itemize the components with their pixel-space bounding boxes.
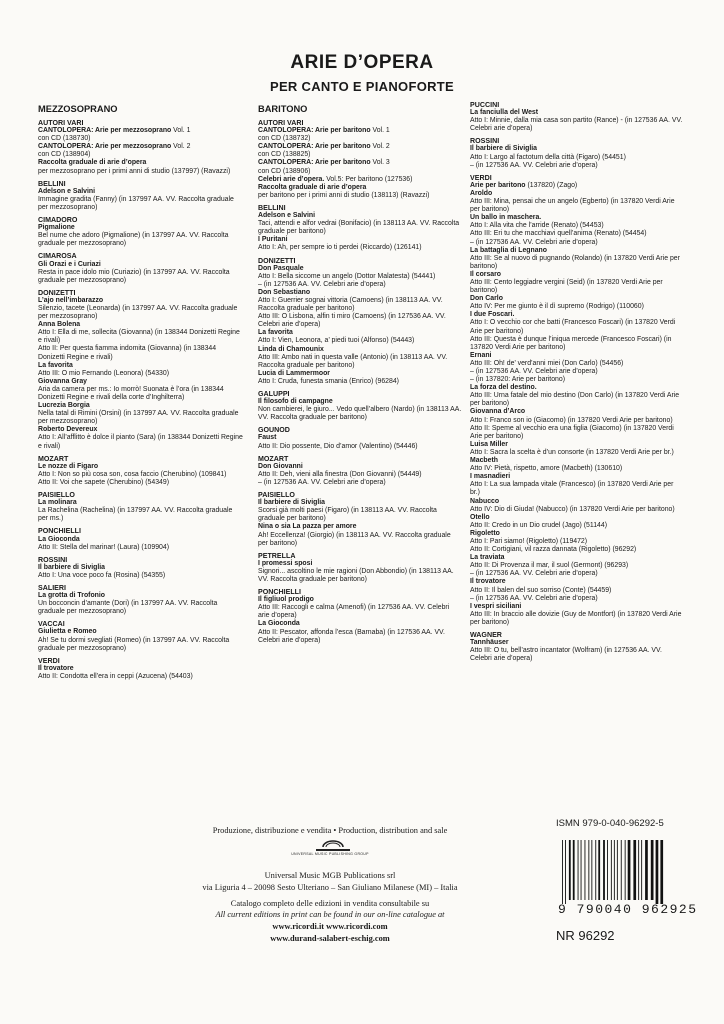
aria-line: Atto III: Ambo nati in questa valle (Antonio) (in 138113 AA. VV. Raccolta graduale per baritono): [258, 353, 448, 369]
composer-section: [258, 426, 462, 450]
opera-entry: [258, 127, 462, 143]
barcode-bar: [588, 840, 589, 900]
catalogue-it: Catalogo completo delle edizioni in vendita consultabile su: [230, 899, 430, 908]
opera-entry: [258, 143, 462, 159]
composer-name: GALUPPI: [258, 390, 290, 398]
aria-line: – (in 127536 AA. VV. Celebri arie d’opera): [470, 570, 598, 578]
aria-line: Atto III: O Lisbona, alfin ti miro (Camoens) (in 127536 AA. VV. Celebri arie d’opera): [258, 313, 446, 329]
opera-title: Rigoletto: [470, 529, 500, 537]
opera-title: La battaglia di Legnano: [470, 246, 547, 254]
aria-line: – (in 127536 AA. VV. Celebri arie d’opera): [470, 594, 598, 602]
opera-title: Aroldo: [470, 189, 493, 197]
composer-name: DONIZETTI: [38, 288, 76, 297]
opera-title: Il trovatore: [470, 578, 506, 586]
opera-title: Roberto Devereux: [38, 426, 98, 434]
opera-entry: [258, 370, 462, 386]
opera-title: Tannhäuser: [470, 639, 509, 647]
column-baritono-continued: [470, 97, 684, 663]
aria-line: Atto I: Largo al factotum della città (Figaro) (54451): [470, 153, 626, 161]
composer-section: [38, 119, 244, 176]
catalogue-en: All current editions in print can be found in our on-line catalogue at: [215, 910, 445, 919]
opera-entry: [470, 190, 684, 214]
opera-title: Nina o sia La pazza per amore: [258, 523, 357, 531]
composer-name: VACCAI: [38, 620, 65, 629]
opera-title: La forza del destino.: [470, 384, 537, 392]
barcode-bar: [614, 840, 615, 900]
aria-line: Atto III: In braccio alle dovizie (Guy de Montfort) (in 137820 Verdi Arie per baritono): [470, 610, 682, 626]
composer-name: VERDI: [470, 173, 492, 182]
opera-entry: [258, 523, 462, 547]
opera-title: Adelson e Salvini: [38, 187, 96, 195]
aria-line: Vol. 1: [173, 127, 191, 135]
aria-line: Atto III: O tu, bell’astro incantator (Wolfram) (in 127536 AA. VV. Celebri arie d’opera): [470, 647, 662, 663]
barcode-bar: [645, 840, 648, 900]
aria-line: – (in 137820: Arie per baritono): [470, 376, 565, 384]
aria-line: Immagine gradita (Fanny) (in 137997 AA. VV. Raccolta graduale per mezzosoprano): [38, 195, 234, 211]
barcode-bar: [591, 840, 592, 900]
aria-line: Atto I: Sacra la scelta è d’un consorte (in 137820 Verdi Arie per br.): [470, 448, 674, 456]
aria-line: Vol. 3: [372, 159, 390, 167]
opera-title: Pigmalione: [38, 224, 75, 232]
opera-entry: [470, 473, 684, 497]
opera-title: Raccolta graduale di arie d’opera: [38, 159, 147, 167]
aria-line: Atto I: Cruda, funesta smania (Enrico) (96284): [258, 377, 399, 385]
barcode-bar: [660, 840, 663, 904]
aria-line: – (in 127536 AA. VV. Celebri arie d’opera): [470, 238, 598, 246]
barcode-bar: [581, 840, 582, 900]
opera-entry: [470, 384, 684, 408]
opera-title: CANTOLOPERA: Arie per mezzosoprano: [38, 127, 172, 135]
aria-line: Atto III: Se al nuovo di pugnando (Rolando) (in 137820 Verdi Arie per baritono): [470, 254, 680, 270]
opera-title: Il trovatore: [38, 664, 74, 672]
opera-entry: [470, 311, 684, 351]
barcode-bar: [621, 840, 622, 900]
opera-title: CANTOLOPERA: Arie per mezzosoprano: [38, 143, 172, 151]
opera-entry: [38, 536, 244, 552]
aria-line: Vol.5: Per baritono (127536): [326, 175, 413, 183]
aria-line: Vol. 1: [372, 127, 390, 135]
opera-title: L’ajo nell’imbarazzo: [38, 296, 104, 304]
opera-entry: [258, 596, 462, 620]
opera-entry: [38, 426, 244, 450]
composer-section: [258, 204, 462, 253]
aria-line: – (in 127536 AA. VV. Celebri arie d’opera): [258, 280, 386, 288]
opera-title: Celebri arie d’opera.: [258, 175, 325, 183]
barcode-bar: [603, 840, 605, 900]
opera-title: I vespri siciliani: [470, 602, 522, 610]
opera-title: I Puritani: [258, 236, 288, 244]
aria-line: La Rachelina (Rachelina) (in 137997 AA. VV. Raccolta graduale per ms.): [38, 507, 233, 523]
opera-title: Un ballo in maschera.: [470, 214, 542, 222]
aria-line: Atto I: Una voce poco fa (Rosina) (54355): [38, 571, 166, 579]
opera-title: Don Giovanni: [258, 462, 303, 470]
aria-line: Atto II: Di Provenza il mar, il suol (Germont) (96293): [470, 562, 629, 570]
opera-entry: [470, 214, 684, 246]
opera-entry: [38, 499, 244, 523]
aria-line: Atto I: O vecchio cor che batti (Francesco Foscari) (in 137820 Verdi Arie per baritono): [470, 319, 676, 335]
aria-line: con CD (138730): [38, 135, 91, 143]
composer-section: [258, 588, 462, 645]
composer-name: CIMAROSA: [38, 252, 77, 261]
opera-title: I due Foscari.: [470, 311, 515, 319]
opera-title: I masnadieri: [470, 473, 511, 481]
opera-entry: [258, 212, 462, 236]
aria-line: Atto I: Bella siccome un angelo (Dottor Malatesta) (54441): [258, 272, 436, 280]
opera-entry: [38, 402, 244, 426]
opera-entry: [470, 145, 684, 169]
opera-title: La Gioconda: [258, 620, 300, 628]
barcode-bar: [598, 840, 600, 900]
aria-line: Non cambierei, le giuro... Vedo quell’albero (Nardo) (in 138113 AA. VV. Raccolta graduale per baritono): [258, 406, 462, 422]
aria-line: Atto I: Franco son io (Giacomo) (in 137820 Verdi Arie per baritono): [470, 416, 673, 424]
opera-title: Il figliuol prodigo: [258, 596, 314, 604]
aria-line: Taci, attendi e alfor vedrai (Bonifacio) (in 138113 AA. VV. Raccolta graduale per baritono): [258, 220, 460, 236]
aria-line: Atto I: Guerrier sognai vittoria (Camoens) (in 138113 AA. VV. Raccolta graduale per baritono): [258, 296, 443, 313]
opera-entry: [38, 665, 244, 681]
composer-name: DONIZETTI: [258, 256, 296, 265]
aria-line: Atto II: Dio possente, Dio d’amor (Valentino) (54446): [258, 442, 418, 450]
aria-line: Atto II: Voi che sapete (Cherubino) (54349): [38, 478, 169, 486]
opera-title: La favorita: [258, 329, 293, 337]
opera-entry: [470, 441, 684, 457]
opera-entry: [258, 184, 462, 200]
aria-line: Ah! Se tu dormi svegliati (Romeo) (in 137997 AA. VV. Raccolta graduale per mezzosoprano): [38, 636, 230, 652]
composer-name: BELLINI: [258, 203, 286, 212]
opera-entry: [258, 398, 462, 422]
opera-title: Il filosofo di campagne: [258, 398, 333, 406]
ismn-number: ISMN 979-0-040-96292-5: [556, 818, 664, 829]
aria-line: Un bocconcin d’amante (Dori) (in 137997 AA. VV. Raccolta graduale per mezzosoprano): [38, 600, 218, 616]
voice-heading: BARITONO: [258, 104, 308, 114]
opera-entry: [470, 639, 684, 663]
aria-line: con CD (138904): [38, 151, 91, 159]
aria-line: Atto II: Il balen del suo sorriso (Conte) (54459): [470, 586, 612, 594]
opera-title: Otello: [470, 513, 490, 521]
composer-section: [38, 252, 244, 284]
composer-name: PONCHIELLI: [258, 588, 301, 597]
aria-line: Atto III: Questa è dunque l’iniqua mercede (Francesco Foscari) (in 137820 Verdi Arie per baritono): [470, 335, 672, 351]
aria-line: Atto II: Speme al vecchio era una figlia (Giacomo) (in 137820 Verdi Arie per baritono): [470, 424, 674, 440]
aria-line: Atto IV: Dio di Giuda! (Nabucco) (in 137820 Verdi Arie per baritono): [470, 505, 675, 513]
column-mezzosoprano: [38, 104, 244, 681]
aria-line: Atto I: Alla vita che l’arride (Renato) (54453): [470, 222, 604, 230]
composer-section: [38, 289, 244, 451]
aria-line: Atto III: O mio Fernando (Leonora) (54330): [38, 369, 169, 377]
publisher-name: Universal Music MGB Publications srl: [264, 871, 396, 880]
composer-name: PONCHIELLI: [38, 527, 81, 536]
aria-line: con CD (138906): [258, 167, 311, 175]
aria-line: Atto II: Credo in un Dio crudel (Jago) (51144): [470, 521, 607, 529]
opera-title: Il barbiere di Siviglia: [470, 145, 538, 153]
column-baritono: [258, 104, 462, 645]
opera-entry: [38, 159, 244, 175]
aria-line: Bel nume che adoro (Pigmalione) (in 137997 AA. VV. Raccolta graduale per mezzosoprano): [38, 232, 229, 248]
publisher-address: via Liguria 4 – 20098 Sesto Ulteriano – San Giuliano Milanese (MI) – Italia: [202, 883, 458, 892]
barcode-bar: [565, 840, 566, 904]
opera-entry: [38, 463, 244, 487]
aria-line: Atto IV: Pietà, rispetto, amore (Macbeth) (130610): [470, 465, 623, 473]
aria-line: Atto I: Vien, Leonora, a’ piedi tuoi (Alfonso) (54443): [258, 337, 415, 345]
opera-entry: [258, 463, 462, 487]
opera-title: La traviata: [470, 554, 505, 562]
opera-entry: [38, 261, 244, 285]
aria-line: per mezzosoprano per i primi anni di studio (137997) (Ravazzi): [38, 167, 231, 175]
opera-entry: [258, 159, 462, 175]
opera-title: Ernani: [470, 351, 492, 359]
opera-title: Lucrezia Borgia: [38, 402, 90, 410]
composer-section: [38, 180, 244, 212]
aria-line: Atto I: Ah, per sempre io ti perdei (Riccardo) (126141): [258, 244, 422, 252]
barcode-bar: [569, 840, 571, 900]
aria-line: Atto I: La sua lampada vitale (Francesco) (in 137820 Verdi Arie per br.): [470, 481, 674, 497]
production-line: Produzione, distribuzione e vendita • Production, distribution and sale: [212, 826, 448, 835]
composer-name: VERDI: [38, 656, 60, 665]
composer-name: MOZART: [258, 454, 289, 463]
aria-line: con CD (138732): [258, 135, 311, 143]
opera-title: La Gioconda: [38, 535, 80, 543]
opera-entry: [258, 265, 462, 289]
barcode-bar: [607, 840, 608, 900]
opera-title: Raccolta graduale di arie d’opera: [258, 183, 367, 191]
opera-title: Giovanna d’Arco: [470, 408, 526, 416]
opera-entry: [38, 321, 244, 361]
composer-section: [38, 216, 244, 248]
opera-entry: [470, 295, 684, 311]
barcode-bar: [585, 840, 586, 900]
composer-name: BELLINI: [38, 179, 66, 188]
opera-title: Giovanna Gray: [38, 377, 88, 385]
opera-entry: [38, 628, 244, 652]
composer-name: PETRELLA: [258, 551, 296, 560]
opera-title: Giulietta e Romeo: [38, 628, 97, 636]
url-ricordi[interactable]: www.ricordi.it www.ricordi.com: [272, 922, 388, 931]
composer-name: GOUNOD: [258, 426, 290, 435]
aria-line: – (in 127536 AA. VV. Celebri arie d’opera): [470, 368, 598, 375]
barcode-bar: [562, 840, 563, 904]
aria-line: Signori... ascoltino le mie ragioni (Don Abbondio) (in 138113 AA. VV. Raccolta graduale per baritono): [258, 567, 454, 583]
aria-line: Atto III: Mina, pensai che un angelo (Egberto) (in 137820 Verdi Arie per baritono): [470, 198, 675, 214]
composer-section: [38, 584, 244, 616]
opera-title: La fanciulla del West: [470, 109, 539, 117]
composer-section: [38, 491, 244, 523]
aria-line: Aria da camera per ms.: Io morrò! Suonata è l’ora (in 138344 Donizetti Regine e rivali della corte d’Inghilterra): [38, 385, 224, 401]
url-durand[interactable]: www.durand-salabert-eschig.com: [270, 934, 390, 943]
aria-line: Atto I: Minnie, dalla mia casa son partito (Rance) - (in 127536 AA. VV. Celebri arie d’opera): [470, 117, 683, 133]
opera-title: Anna Bolena: [38, 321, 81, 329]
opera-title: Luisa Miller: [470, 440, 508, 448]
composer-name: AUTORI VARI: [38, 119, 84, 127]
opera-entry: [258, 434, 462, 450]
opera-entry: [38, 297, 244, 321]
barcode-bar: [633, 840, 636, 900]
opera-title: CANTOLOPERA: Arie per baritono: [258, 159, 371, 167]
composer-section: [258, 119, 462, 200]
aria-line: Atto I: Ella di me, sollecita (Giovanna) (in 138344 Donizetti Regine e rivali): [38, 329, 240, 345]
opera-title: Gli Orazi e i Curiazi: [38, 260, 101, 268]
opera-entry: [258, 620, 462, 644]
aria-line: Ah! Eccellenza! (Giorgio) (in 138113 AA. VV. Raccolta graduale per baritono): [258, 531, 451, 547]
composer-section: [38, 455, 244, 487]
aria-line: Atto III: Eri tu che macchiavi quell’anima (Renato) (54454): [470, 230, 647, 238]
opera-entry: [470, 271, 684, 295]
composer-section: [38, 527, 244, 551]
aria-line: Atto I: All’afflitto è dolce il pianto (Sara) (in 138344 Donizetti Regine e rivali): [38, 434, 243, 450]
aria-line: Atto III: Cento leggiadre vergini (Seid) (in 137820 Verdi Arie per baritono): [470, 278, 663, 295]
barcode-bar: [625, 840, 626, 900]
composer-name: SALIERI: [38, 583, 66, 592]
opera-title: Faust: [258, 434, 277, 442]
barcode-bar: [638, 840, 639, 900]
aria-line: Atto I: Non so più cosa son, cosa faccio (Cherubino) (109841): [38, 470, 227, 478]
barcode-bar: [641, 840, 642, 900]
opera-entry: [38, 592, 244, 616]
composer-name: AUTORI VARI: [258, 119, 304, 127]
opera-entry: [470, 109, 684, 133]
catalogue-number: NR 96292: [556, 928, 615, 943]
barcode-bar: [617, 840, 618, 900]
universal-music-logo-icon: [308, 835, 358, 867]
aria-line: (137820) (Zago): [527, 181, 578, 189]
opera-entry: [258, 329, 462, 345]
opera-title: Don Sebastiano: [258, 288, 311, 296]
opera-entry: [470, 530, 684, 554]
aria-line: Silenzio, tacete (Leonarda) (in 137997 AA. VV. Raccolta graduale per mezzosoprano): [38, 304, 238, 321]
opera-title: La grotta di Trofonio: [38, 592, 105, 600]
composer-section: [258, 455, 462, 487]
opera-entry: [470, 603, 684, 627]
aria-line: Atto IV: Per me giunto è il dì supremo (Rodrigo) (110060): [470, 303, 644, 311]
opera-entry: [258, 499, 462, 523]
composer-name: CIMADORO: [38, 216, 78, 225]
opera-entry: [38, 188, 244, 212]
opera-title: Arie per baritono: [470, 181, 526, 189]
aria-line: Atto III: Oh! de’ verd’anni miei (Don Carlo) (54456): [470, 359, 624, 367]
composer-name: PAISIELLO: [38, 491, 75, 500]
opera-entry: [38, 564, 244, 580]
aria-line: Nella tatal di Rimini (Orsini) (in 137997 AA. VV. Raccolta graduale per mezzosoprano): [38, 410, 239, 426]
opera-title: La molinara: [38, 499, 77, 507]
aria-line: Atto III: Urna fatale del mio destino (Don Carlo) (in 137820 Verdi Arie per baritono): [470, 392, 680, 408]
opera-entry: [258, 236, 462, 252]
aria-line: Vol. 2: [372, 143, 390, 151]
page-title: ARIE D’OPERA: [290, 52, 434, 73]
composer-name: ROSSINI: [38, 555, 68, 564]
composer-section: [258, 552, 462, 584]
opera-entry: [470, 578, 684, 602]
opera-title: I promessi sposi: [258, 559, 313, 567]
voice-heading: MEZZOSOPRANO: [38, 104, 118, 114]
composer-section: [258, 491, 462, 548]
composer-name: ROSSINI: [470, 137, 500, 146]
opera-entry: [470, 182, 684, 190]
barcode-bar: [651, 840, 654, 900]
aria-line: Atto II: Stella del marinar! (Laura) (109904): [38, 543, 169, 551]
opera-entry: [470, 408, 684, 440]
opera-title: Lucia di Lammermoor: [258, 369, 330, 377]
opera-entry: [38, 224, 244, 248]
opera-title: Le nozze di Figaro: [38, 462, 99, 470]
opera-title: Macbeth: [470, 457, 498, 465]
composer-section: [470, 137, 684, 169]
opera-title: Adelson e Salvini: [258, 212, 316, 220]
logo-text: UNIVERSAL MUSIC PUBLISHING GROUP: [291, 852, 369, 856]
barcode-bar: [611, 840, 612, 900]
opera-title: Il barbiere di Siviglia: [38, 563, 106, 571]
opera-entry: [38, 378, 244, 402]
opera-entry: [470, 457, 684, 473]
composer-name: WAGNER: [470, 631, 502, 639]
barcode-bar: [578, 840, 579, 900]
opera-entry: [470, 352, 684, 384]
opera-entry: [258, 289, 462, 329]
composer-name: PUCCINI: [470, 101, 500, 109]
barcode-bar: [595, 840, 596, 900]
aria-line: Atto II: Cortigiani, vil razza dannata (Rigoletto) (96292): [470, 546, 637, 554]
barcode-bar: [573, 840, 575, 900]
opera-entry: [258, 560, 462, 584]
page-subtitle: PER CANTO E PIANOFORTE: [269, 79, 455, 94]
opera-title: Don Pasquale: [258, 264, 304, 272]
barcode-digits: 9 790040 962925: [558, 902, 698, 917]
opera-entry: [258, 176, 462, 184]
composer-section: [258, 390, 462, 422]
opera-title: Il corsaro: [470, 270, 502, 278]
aria-line: con CD (138825): [258, 151, 311, 159]
opera-title: Don Carlo: [470, 295, 503, 303]
aria-line: Atto II: Condotta ell’era in ceppi (Azucena) (54403): [38, 672, 193, 680]
aria-line: Atto II: Deh, vieni alla finestra (Don Giovanni) (54449): [258, 470, 422, 478]
opera-title: Nabucco: [470, 497, 500, 505]
aria-line: Atto II: Pescator, affonda l’esca (Barnaba) (in 127536 AA. VV. Celebri arie d’opera): [258, 628, 445, 644]
composer-name: PAISIELLO: [258, 491, 295, 500]
opera-title: Il barbiere di Siviglia: [258, 499, 326, 507]
composer-section: [38, 620, 244, 652]
aria-line: per baritono per i primi anni di studio (138113) (Ravazzi): [258, 191, 430, 199]
composer-section: [470, 174, 684, 627]
barcode-icon: [556, 838, 696, 904]
aria-line: – (in 127536 AA. VV. Celebri arie d’opera): [258, 478, 386, 486]
composer-section: [38, 657, 244, 681]
aria-line: – (in 127536 AA. VV. Celebri arie d’opera): [470, 161, 598, 169]
composer-name: MOZART: [38, 454, 69, 463]
aria-line: Atto I: Pari siamo! (Rigoletto) (119472): [470, 537, 588, 545]
opera-title: La favorita: [38, 361, 73, 369]
aria-line: Vol. 2: [173, 143, 191, 151]
aria-line: Atto III: Raccogli e calma (Amenofi) (in 127536 AA. VV. Celebri arie d’opera): [258, 604, 450, 620]
composer-section: [258, 257, 462, 387]
opera-title: Linda di Chamounix: [258, 345, 324, 353]
aria-line: Scorsi già molti paesi (Figaro) (in 138113 AA. VV. Raccolta graduale per baritono): [258, 507, 437, 523]
opera-entry: [38, 127, 244, 143]
composer-section: [470, 631, 684, 663]
opera-entry: [470, 498, 684, 514]
opera-entry: [38, 143, 244, 159]
opera-entry: [470, 554, 684, 578]
composer-section: [38, 556, 244, 580]
composer-section: [470, 101, 684, 133]
opera-entry: [38, 362, 244, 378]
barcode-bar: [628, 840, 631, 900]
opera-entry: [470, 514, 684, 530]
opera-title: CANTOLOPERA: Arie per baritono: [258, 127, 371, 135]
aria-line: Atto II: Per questa fiamma indomita (Giovanna) (in 138344 Donizetti Regine e rivali): [38, 345, 217, 361]
opera-entry: [470, 247, 684, 271]
opera-entry: [258, 346, 462, 370]
opera-title: CANTOLOPERA: Arie per baritono: [258, 143, 371, 151]
barcode-bar: [656, 840, 659, 904]
aria-line: Resta in pace idolo mio (Curiazio) (in 137997 AA. VV. Raccolta graduale per mezzosoprano): [38, 268, 230, 284]
